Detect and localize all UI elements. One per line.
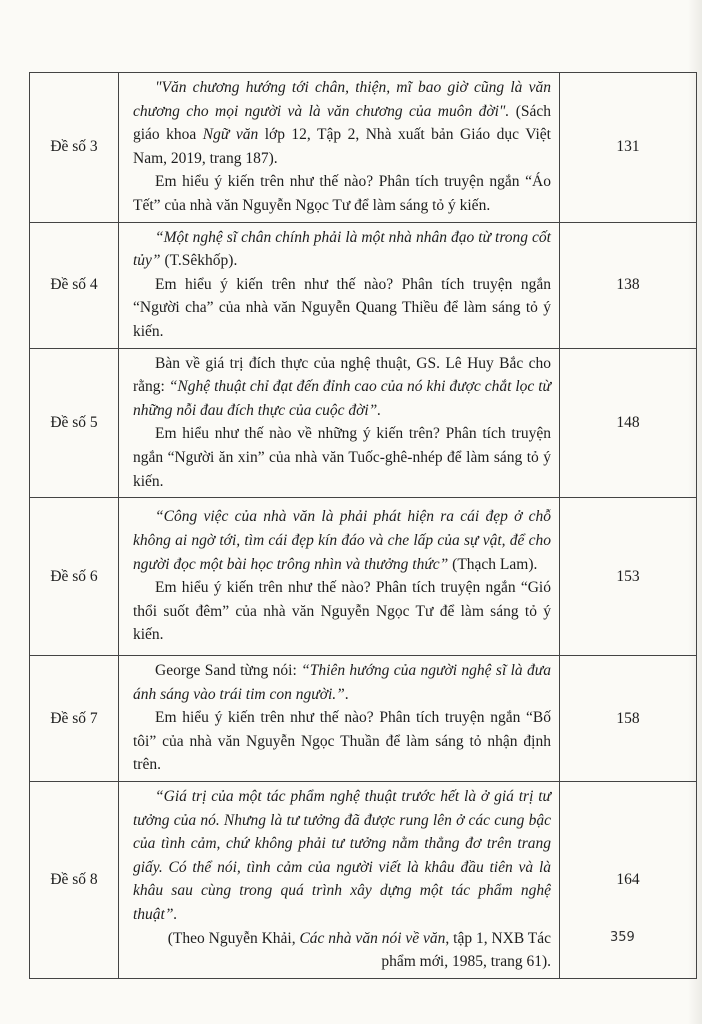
table-row — [30, 782, 697, 979]
row-label: Đề số 5 — [30, 348, 119, 498]
quote-text: “Giá trị của một tác phẩm nghệ thuật trước hết là ở giá trị tư tưởng của nó. Nhưng là tư tưởng đã được rung lên ở các cung bậc của tình cảm, chứ không phải tư tưởng nằm thẳng đơ trên trang giấy. Có thể nói, tình cảm của người viết là khâu đầu tiên và là khâu sau cùng trong quá trình xây dựng một tác phẩm nghệ thuật”. — [133, 788, 551, 924]
quote-text: “Một nghệ sĩ chân chính phải là một nhà nhân đạo từ trong cốt tủy” — [133, 228, 551, 270]
table-row — [30, 222, 697, 348]
table-row — [30, 656, 697, 782]
row-content — [119, 73, 560, 223]
prompt-quote — [133, 785, 551, 927]
prompt-quote — [133, 76, 551, 170]
prompt-quote — [133, 505, 551, 576]
row-page-number: 131 — [560, 73, 697, 223]
row-label: Đề số 6 — [30, 498, 119, 656]
quote-text: “Nghệ thuật chỉ đạt đến đỉnh cao của nó khi được chắt lọc từ những nỗi đau đích thực của cuộc đời”. — [133, 378, 551, 419]
source-text: lớp 12, Tập 2, Nhà xuất bản Giáo dục Việt Nam, 2019, trang 187). — [133, 126, 551, 167]
quote-intro: Bàn về giá trị đích thực của nghệ thuật, GS. Lê Huy Bắc cho rằng: — [133, 354, 551, 396]
prompt-quote — [133, 352, 551, 423]
row-content — [119, 222, 560, 348]
table-of-contents — [29, 72, 697, 979]
prompt-task: Em hiểu ý kiến trên như thế nào? Phân tích truyện ngắn “Người cha” của nhà văn Nguyễn Quang Thiều để làm sáng tỏ ý kiến. — [133, 275, 551, 340]
quote-source — [133, 927, 551, 974]
source-book-title: Các nhà văn nói về văn — [299, 929, 446, 947]
row-content — [119, 498, 560, 656]
row-page-number: 158 — [560, 656, 697, 782]
prompt-quote — [133, 226, 551, 273]
row-page-number: 153 — [560, 498, 697, 656]
row-label: Đề số 8 — [30, 782, 119, 979]
prompt-quote — [133, 659, 551, 706]
source-text: , tập 1, NXB Tác phẩm mới, 1985, trang 61). — [381, 929, 551, 971]
row-label: Đề số 4 — [30, 222, 119, 348]
row-page-number: 164 — [560, 782, 697, 979]
prompt-task: Em hiểu như thế nào về những ý kiến trên? Phân tích truyện ngắn “Người ăn xin” của nhà văn Tuốc-ghê-nhép để làm sáng tỏ ý kiến. — [133, 425, 551, 490]
table-row — [30, 348, 697, 498]
quote-text: “Thiên hướng của người nghệ sĩ là đưa ánh sáng vào trái tim con người.” — [133, 662, 552, 703]
source-text: (Sách giáo khoa — [133, 102, 551, 144]
quote-intro: George Sand từng nói: — [155, 662, 302, 680]
row-page-number: 148 — [560, 348, 697, 498]
quote-text: “Công việc của nhà văn là phải phát hiện ra cái đẹp ở chỗ không ai ngờ tới, tìm cái đẹp kín đáo và che lấp của sự vật, để cho người đọc một bài học trông nhìn và thưởng thức” — [133, 508, 551, 573]
table-row — [30, 498, 697, 656]
source-text: (Theo Nguyễn Khải, — [167, 929, 300, 947]
row-page-number: 138 — [560, 222, 697, 348]
quote-text: "Văn chương hướng tới chân, thiện, mĩ bao giờ cũng là văn chương cho mọi người và là văn chương của muôn đời". — [133, 79, 551, 120]
row-content — [119, 656, 560, 782]
row-label: Đề số 3 — [30, 73, 119, 223]
prompt-task: Em hiểu ý kiến trên như thế nào? Phân tích truyện ngắn “Áo Tết” của nhà văn Nguyễn Ngọc Tư để làm sáng tỏ ý kiến. — [133, 173, 551, 214]
row-content — [119, 348, 560, 498]
row-label: Đề số 7 — [30, 656, 119, 782]
source-book-title: Ngữ văn — [202, 126, 259, 144]
page-number: 359 — [610, 930, 635, 945]
quote-end: . — [344, 685, 349, 703]
quote-author: (T.Sêkhốp). — [160, 252, 238, 270]
prompt-task: Em hiểu ý kiến trên như thế nào? Phân tích truyện ngắn “Bố tôi” của nhà văn Nguyễn Ngọc Thuần để làm sáng tỏ nhận định trên. — [133, 709, 551, 774]
prompt-task: Em hiểu ý kiến trên như thế nào? Phân tích truyện ngắn “Gió thổi suốt đêm” của nhà văn Nguyễn Ngọc Tư để làm sáng tỏ ý kiến. — [133, 579, 551, 644]
quote-author: (Thạch Lam). — [448, 555, 538, 573]
table-row — [30, 73, 697, 223]
row-content — [119, 782, 560, 979]
